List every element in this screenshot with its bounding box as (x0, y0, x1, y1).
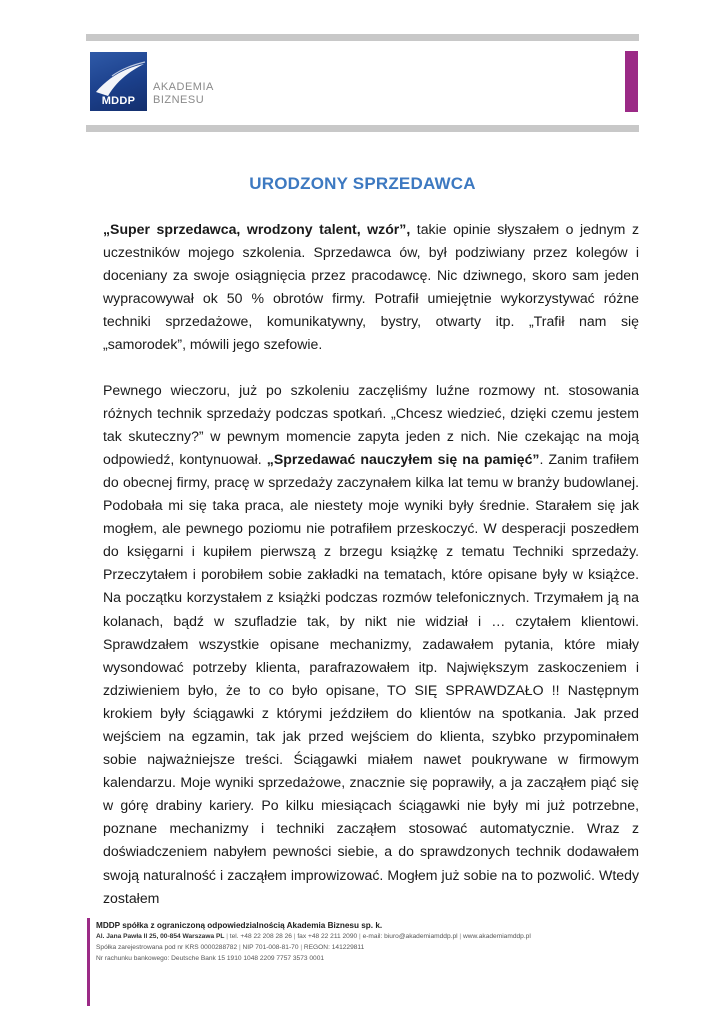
paragraph-1-text: takie opinie słyszałem o jednym z uczestników mojego szkolenia. Sprzedawca ów, był podziwiany przez kolegów i doceniany za swoje osiągnięcia przez pracodawcę. Nic dziwnego, skoro sam jeden wypracowywał ok 50 % obrotów firmy. Potrafił umiejętnie wykorzystywać różne techniki sprzedażowe, komunikatywny, bystry, otwarty itp. „Trafił nam się „samorodek”, mówili jego szefowie. (103, 221, 639, 353)
paragraph-2-bold: „Sprzedawać nauczyłem się na pamięć” (266, 450, 540, 467)
footer-regon: REGON: 141229811 (303, 944, 365, 951)
document-title: URODZONY SPRZEDAWCA (249, 174, 476, 193)
mddp-logo (90, 52, 147, 111)
footer (96, 920, 676, 964)
footer-nip: NIP 701-008-81-70 (242, 944, 299, 951)
paragraph-1-bold: „Super sprzedawca, wrodzony talent, wzór”, (103, 221, 411, 237)
footer-company: MDDP spółka z ograniczoną odpowiedzialnością Akademia Biznesu sp. k. (96, 921, 383, 930)
paragraph-1 (103, 218, 639, 357)
footer-accent-bar (87, 918, 90, 1006)
footer-contact-line: Al. Jana Pawła II 25, 00-854 Warszawa PL | tel. +48 22 208 28 26 | fax +48 22 211 2090 | e-mail: biuro@akademiamddp.pl | www.akademiamddp.pl (96, 933, 531, 940)
footer-tel: tel. +48 22 208 28 26 (229, 933, 292, 940)
paragraph-2-text: . Zanim trafiłem do obecnej firmy, pracę w sprzedaży zaczynałem kilka lat temu w branży budowlanej. Podobała mi się taka praca, ale niestety moje wyniki były średnie. Starałem się jak mogłem, ale pewnego poziomu nie potrafiłem przeskoczyć. W desperacji poszedłem do księgarni i kupiłem pierwszą z brzegu książkę z tematu Techniki sprzedaży. Przeczytałem i porobiłem sobie zakładki na tematach, które opisane były w książce. Na początku korzystałem z książki podczas rozmów telefonicznych. Trzymałem ją na kolanach, bądź w szufladzie tak, by nikt nie widział i … czytałem klientowi. Sprawdzałem wszystkie opisane mechanizmy, zadawałem pytania, które miały wysondować potrzeby klienta, parafrazowałem itp. Największym zaskoczeniem i zdziwieniem było, że to co było opisane, TO SIĘ SPRAWDZAŁO !! Następnym krokiem były ściągawki z którymi jeździłem do klientów na spotkania. Jak przed wejściem na egzamin, tak jak przed wejściem do klienta, szybko przypominałem sobie najważniejsze treści. Ściągawki miałem nawet poukrywane w firmowym kalendarzu. Moje wyniki sprzedażowe, znacznie się poprawiły, a ja zacząłem piąć się w górę drabiny kariery. Po kilku miesiącach ściągawki nie były mi już potrzebne, poznane mechanizmy i techniki zacząłem stosować automatycznie. Wraz z doświadczeniem nabyłem pewności siebie, a do sprawdzonych technik dodawałem swoją naturalność i zacząłem improwizować. Mogłem już sobie na to pozwolić. Wtedy zostałem (103, 450, 639, 906)
footer-www: www.akademiamddp.pl (462, 933, 531, 940)
footer-registry-line: Spółka zarejestrowana pod nr KRS 0000288782 | NIP 701-008-81-70 | REGON: 141229811 (96, 944, 365, 951)
logo-wordmark (153, 81, 214, 107)
logo-mddp-text: MDDP (101, 95, 136, 107)
footer-bank-line: Nr rachunku bankowego: Deutsche Bank 15 1910 1048 2209 7757 3573 0001 (96, 955, 325, 962)
logo-line-2: BIZNESU (153, 94, 205, 106)
footer-email: e-mail: biuro@akademiamddp.pl (362, 933, 458, 940)
paragraph-2 (103, 379, 639, 910)
footer-krs: Spółka zarejestrowana pod nr KRS 0000288782 (96, 944, 238, 951)
logo-line-1: AKADEMIA (153, 81, 214, 93)
header-accent-bar (625, 51, 638, 112)
footer-address: Al. Jana Pawła II 25, 00-854 Warszawa PL (96, 933, 225, 940)
document-body (103, 218, 639, 910)
footer-fax: fax +48 22 211 2090 (297, 933, 358, 940)
header-top-bar (86, 34, 639, 41)
header-bottom-bar (86, 125, 639, 132)
paragraph-2-start: Pewnego wieczoru, już po szkoleniu zaczęliśmy luźne rozmowy nt. stosowania różnych technik sprzedaży podczas spotkań. „Chcesz wiedzieć, dzięki czemu jestem tak skuteczny?” w pewnym momencie zapyta jeden z nich. Nie czekając na moją odpowiedź, kontynuował. (103, 381, 639, 467)
